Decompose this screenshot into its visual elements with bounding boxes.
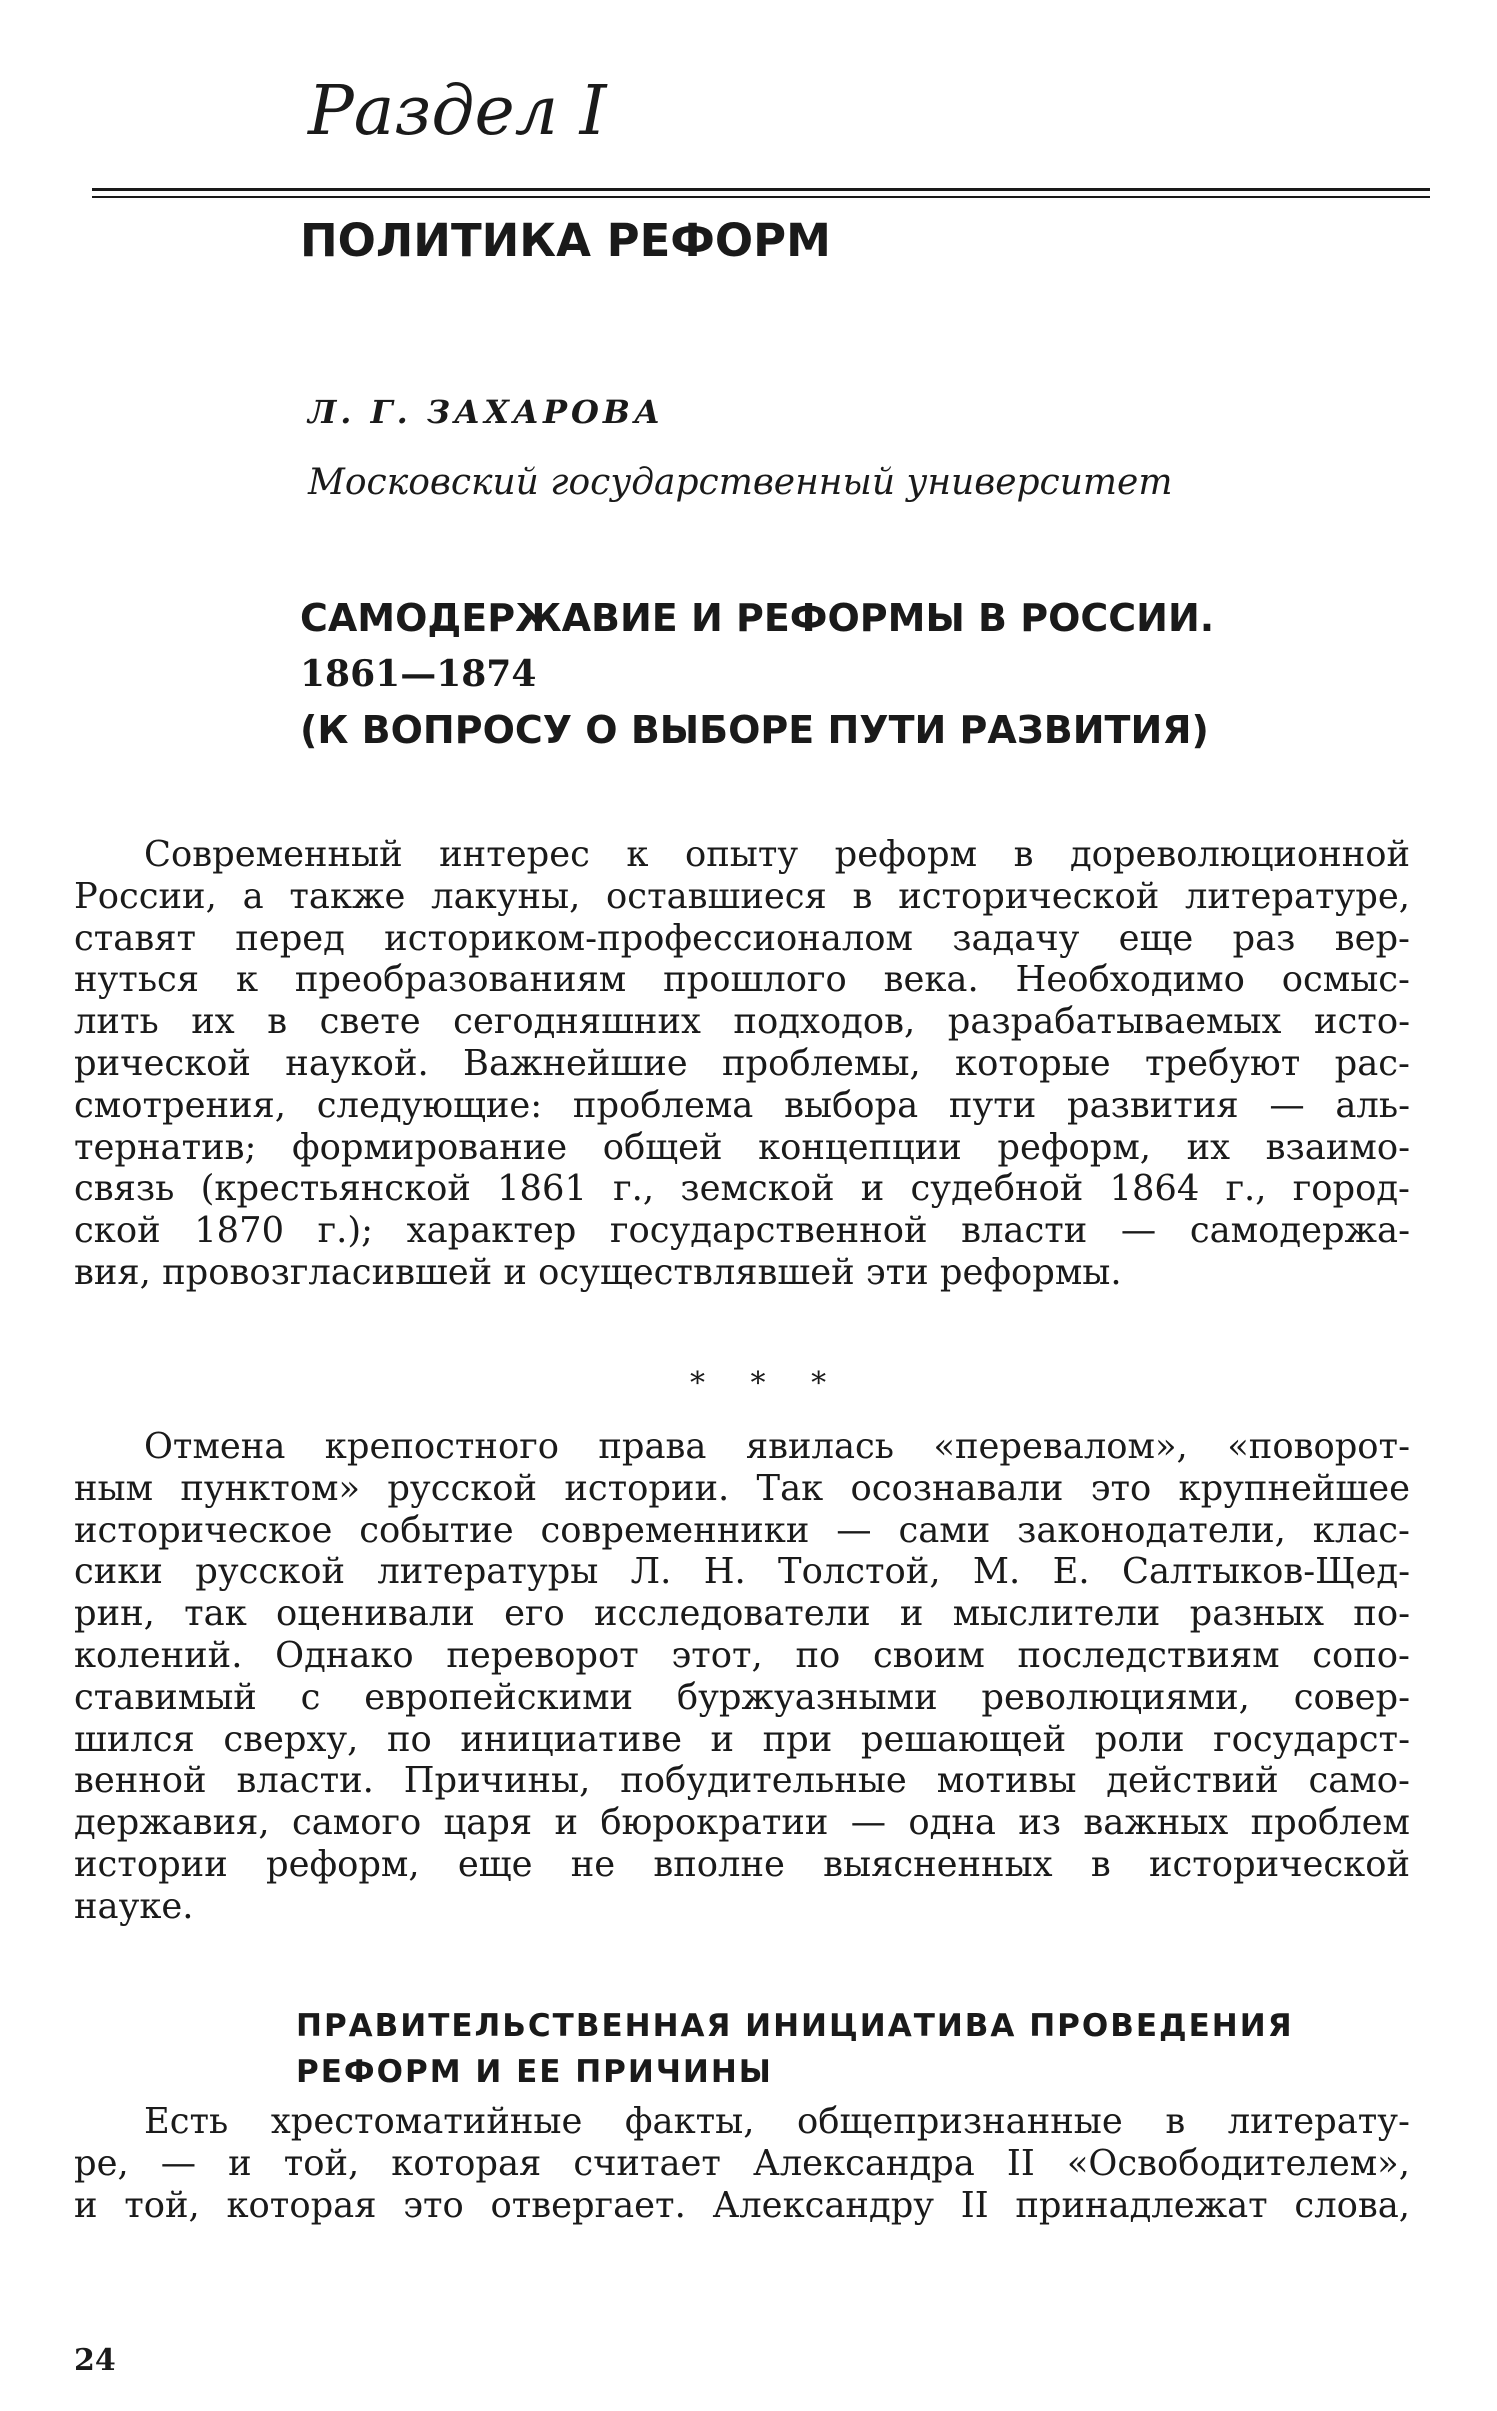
paragraph-intro xyxy=(74,834,1410,1294)
paragraph-initiative xyxy=(74,2101,1410,2226)
header-rule-bottom xyxy=(92,196,1430,198)
section-label: Раздел I xyxy=(308,72,607,151)
text-line: науке. xyxy=(74,1885,194,1927)
text-line: ставимый с европейскими буржуазными революциями, совер- xyxy=(74,1676,1410,1718)
text-line: ным пунктом» русской истории. Так осознавали это крупнейшее xyxy=(74,1467,1410,1509)
text-line: ской 1870 г.); характер государственной власти — самодержа- xyxy=(74,1210,1410,1252)
paragraph-serfdom xyxy=(74,1426,1410,1928)
page-number: 24 xyxy=(74,2343,116,2378)
subheading-line: ПРАВИТЕЛЬСТВЕННАЯ ИНИЦИАТИВА ПРОВЕДЕНИЯ xyxy=(296,2008,1294,2044)
text-line: сики русской литературы Л. Н. Толстой, М. Е. Салтыков-Щед- xyxy=(74,1551,1410,1593)
text-line: вия, провозгласившей и осуществлявшей эти реформы. xyxy=(74,1251,1122,1293)
section-separator: * * * xyxy=(690,1366,845,1401)
author-affiliation: Московский государственный университет xyxy=(308,462,1173,503)
author-name: Л. Г. ЗАХАРОВА xyxy=(308,393,665,431)
text-line: рин, так оценивали его исследователи и мыслители разных по- xyxy=(74,1593,1410,1635)
subheading xyxy=(296,2003,1396,2095)
text-line: истории реформ, еще не вполне выясненных в исторической xyxy=(74,1843,1410,1885)
text-line: России, а также лакуны, оставшиеся в исторической литературе, xyxy=(74,875,1410,917)
text-line: нуться к преобразованиям прошлого века. Необходимо осмыс- xyxy=(74,959,1410,1001)
text-line: и той, которая это отвергает. Александру II принадлежат слова, xyxy=(74,2184,1410,2226)
subheading-line: РЕФОРМ И ЕЕ ПРИЧИНЫ xyxy=(296,2054,773,2090)
article-title-years: 1861—1874 xyxy=(300,653,537,695)
text-line: тернатив; формирование общей концепции реформ, их взаимо- xyxy=(74,1126,1410,1168)
text-line: ставят перед историком-профессионалом задачу еще раз вер- xyxy=(74,917,1410,959)
text-line: смотрения, следующие: проблема выбора пути развития — аль- xyxy=(74,1084,1410,1126)
article-title-subtitle: (К ВОПРОСУ О ВЫБОРЕ ПУТИ РАЗВИТИЯ) xyxy=(300,708,1209,752)
text-line: лить их в свете сегодняшних подходов, разрабатываемых исто- xyxy=(74,1001,1410,1043)
text-line: Отмена крепостного права явилась «перевалом», «поворот- xyxy=(144,1426,1410,1467)
text-line: Есть хрестоматийные факты, общепризнанные в литерату- xyxy=(144,2101,1410,2142)
header-rule-top xyxy=(92,188,1430,191)
text-line: колений. Однако переворот этот, по своим последствиям сопо- xyxy=(74,1634,1410,1676)
article-title xyxy=(300,590,1400,758)
part-title: ПОЛИТИКА РЕФОРМ xyxy=(300,214,831,267)
article-title-line: САМОДЕРЖАВИЕ И РЕФОРМЫ В РОССИИ. xyxy=(300,596,1215,640)
text-line: рической наукой. Важнейшие проблемы, которые требуют рас- xyxy=(74,1042,1410,1084)
text-line: ре, — и той, которая считает Александра II «Освободителем», xyxy=(74,2142,1410,2184)
text-line: шился сверху, по инициативе и при решающей роли государст- xyxy=(74,1718,1410,1760)
text-line: Современный интерес к опыту реформ в дореволюционной xyxy=(144,834,1410,875)
text-line: историческое событие современники — сами законодатели, клас- xyxy=(74,1509,1410,1551)
text-line: венной власти. Причины, побудительные мотивы действий само- xyxy=(74,1760,1410,1802)
text-line: державия, самого царя и бюрократии — одна из важных проблем xyxy=(74,1802,1410,1844)
text-line: связь (крестьянской 1861 г., земской и судебной 1864 г., город- xyxy=(74,1168,1410,1210)
